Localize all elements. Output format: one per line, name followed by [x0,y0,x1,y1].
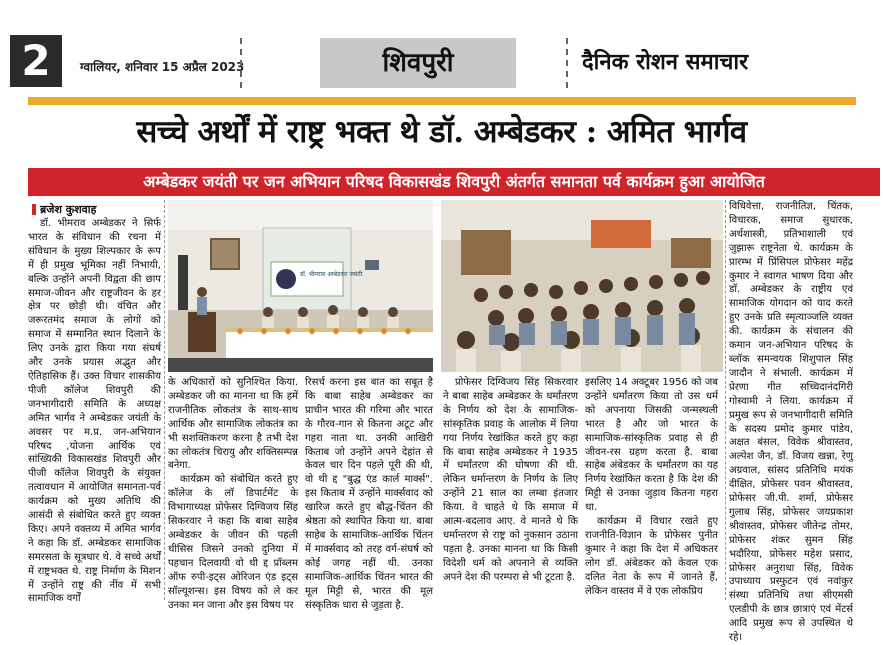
dateline: ग्वालियर, शनिवार 15 अप्रैल 2023 [80,60,245,74]
article-column-4 [443,376,578,601]
byline: ब्रजेश कुशवाह [40,203,97,216]
masthead-divider-left [240,38,242,88]
column-divider [164,200,165,600]
paragraph: विधिवेत्ता, राजनीतिज्ञ, चिंतक, विचारक, समाज सुधारक, अर्थशास्त्री, प्रतिभाशाली एवं जुझारू राष्ट्रनेता थे. कार्यक्रम के प्रारम्भ में प्रिंसिपल प्रोफेसर महेंद्र कुमार ने स्वागत भाषण दिया और डॉ. अम्बेडकर के राष्ट्रीय एवं सामाजिक योगदान को याद करते हुए उनके प्रति स्मृत्याञ्जलि व्यक्त की. कार्यक्रम के संचालन की कमान जन-अभियान परिषद के ब्लॉक समन्वयक शिशुपाल सिंह जादौन ने संभाली. कार्यक्रम में प्रेरणा गीत सच्चिदानंदगिरी गोस्वामी ने लिया. कार्यक्रम में प्रमुख रूप से जनभागीदारी समिति के सदस्य प्रमोद कुमार पांडेय, अक्षत बंसल, विवेक श्रीवास्तव, अल्पेश जैन, डॉ. विजय खन्ना, रेणु अग्रवाल, सांसद प्रतिनिधि मयंक दीक्षित, प्रोफेसर पवन श्रीवास्तव, प्रोफेसर जी.पी. शर्मा, प्रोफेसर गुलाब सिंह, प्रोफेसर जयप्रकाश श्रीवास्तव, प्रोफेसर जीतेन्द्र तोमर, प्रोफेसर शंकर सुमन सिंह भदौरिया, प्रोफेसर महेश प्रसाद, प्रोफेसर अनुराधा सिंह, विवेक उपाध्याय प्रस्फुटन एवं नवांकुर संस्था प्रतिनिधि तथा सीएमसी एलडीपी के छात्र छात्राएं एवं मेंटर्स आदि प्रमुख रूप से उपस्थित थे रहे। [729,201,853,644]
event-photo-stage [168,200,433,372]
article-column-6 [729,200,853,644]
paragraph: कार्यक्रम को संबोधित करते हुए कॉलेज के लॉ डिपार्टमेंट के विभागाध्यक्ष प्रोफेसर दिग्विजय सिंह सिकरवार ने कहा कि बाबा साहेब अम्बेडकर के जीवन की पहली थीसिस जिसने उनको दुनिया में पहचान दिलवायी वो थी द्द प्रॉब्लम ऑफ रुपी-इट्स ओरिजन एंड इट्स सॉल्यूशन्स। इस विषय को ले कर उनका मन जाना और इस विषय पर [168,474,298,611]
column-divider [725,200,726,600]
article-column-1 [28,217,161,605]
article-column-2 [168,376,298,611]
newspaper-name: दैनिक रोशन समाचार [582,50,749,75]
subheadline-bar: अम्बेडकर जयंती पर जन अभियान परिषद विकासखंड शिवपुरी अंतर्गत समानता पर्व कार्यक्रम हुआ आयोजित [28,168,880,196]
article-column-5 [585,376,718,601]
paragraph: रिसर्च करना इस बात का सबूत है कि बाबा साहेब अम्बेडकर का प्राचीन भारत की गरिमा और भारत के गौरव-गान से कितना अटूट और गहरा नाता था. उनकी आखिरी किताब जो उन्होंने अपने देहांत से केवल चार दिन पहले पूरी की थी, वो थी द्द "बुद्ध एंड कार्ल मार्क्स". इस किताब में उन्होंने मार्क्सवाद को खारिज करते हुए बौद्ध-चिंतन की श्रेष्ठता को स्थापित किया था. बाबा साहेब के सामाजिक-आर्थिक चिंतन में मार्क्सवाद को तरह वर्ग-संघर्ष को कोई जगह नहीं थी. उनका सामाजिक-आर्थिक चिंतन भारत की मूल मिट्टी से, भारत की मूल संस्कृतिक धारा से जुड़ता है. [305,377,433,611]
stage-photo-illustration [168,200,433,372]
article-column-3 [305,376,433,611]
stage-poster-title: डॉ. भीमराव अम्बेडकर जयंती [300,271,363,278]
headline: सच्चे अर्थों में राष्ट्र भक्त थे डॉ. अम्बेडकर : अमित भार्गव [136,114,747,150]
paragraph: के अधिकारों को सुनिश्चित किया. अम्बेडकर जी का मानना था कि हमें राजनीतिक लोकतंत्र के साथ-साथ आर्थिक और सामाजिक लोकतंत्र का भी सशक्तिकरण करना है तभी देश का लोकतंत्र चिरायु और शक्तिसम्पन्न बनेगा. [168,377,298,472]
masthead-divider-right [566,38,568,88]
masthead-rule [28,97,856,105]
page-number: 2 [10,35,62,87]
paragraph: डॉ. भीमराव अम्बेडकर ने सिर्फ भारत के संविधान की रचना में संविधान के मुख्य शिल्पकार के रूप में ही प्रमुख भूमिका नहीं निभायी, बल्कि उन्होंने अपनी विद्वता की छाप समाज-जीवन और राष्ट्रजीवन के हर क्षेत्र पर छोड़ी थी। वंचित और जरूरतमंद समाज के लोगों को समाज में सम्मानित स्थान दिलाने के लिए उनके द्वारा किया गया संघर्ष और उनके प्रयास अद्भुत और ऐतिहासिक हैं। उक्त विचार शासकीय पीजी कॉलेज शिवपुरी की जनभागीदारी समिति के अध्यक्ष अमित भार्गव ने अम्बेडकर जयंती के अवसर पर म.प्र. जन-अभियान परिषद ,योजना आर्थिक एवं सांख्यिकी विकासखंड शिवपुरी और पीजी कॉलेज शिवपुरी के संयुक्त तत्वावधान में आयोजित समानता-पर्व कार्यक्रम को मुख्य अतिथि की आसंदी से संबोधित करते हुए व्यक्त किए। अपने वक्तव्य में अमित भार्गव ने कहा कि डॉ. अम्बेडकर सामाजिक समरसता के सूत्रधार थे. वे सच्चे अर्थों में राष्ट्रभक्त थे. राष्ट्र निर्माण के मिशन में उन्होंने राष्ट्र की नींव में सभी सामाजिक वर्गों [28,218,161,605]
paragraph: प्रोफेसर दिग्विजय सिंह सिकरवार ने बाबा साहेब अम्बेडकर के धर्मांतरण के निर्णय को देश के सामाजिक-सांस्कृतिक प्रवाह के आलोक में लिया गया निर्णय रेखांकित करते हुए कहा कि बाबा साहेब अम्बेडकर ने 1935 में धर्मांतरण की घोषणा की थी. लेकिन धर्मान्तरण के निर्णय के लिए उन्होंने 21 साल का लम्बा इंतजार किया. वे चाहते थे कि समाज में आत्म-बदलाव आए. वे मानते थे कि धर्मान्तरण से राष्ट्र को नुकसान उठाना पड़ता है. उनका मानना था कि किसी विदेशी धर्म को अपनाने से व्यक्ति अपने देश की परम्परा से भी टूटता है. [443,377,578,583]
byline-marker [32,204,36,215]
paragraph: इसलिए 14 अक्टूबर 1956 को जब उन्होंने धर्मांतरण किया तो उस धर्म को अपनाया जिसकी जन्मस्थली भारत है और जो भारत के सामाजिक-सांस्कृतिक प्रवाह से ही जीवन-रस ग्रहण करता है. बाबा साहेब अंबेडकर के धर्मांतरण का यह निर्णय रेखांकित करता है कि देश की मिट्टी से उनका जुड़ाव कितना गहरा था. [585,377,718,514]
paragraph: कार्यक्रम में विचार रखते हुए राजनीति-विज्ञान के प्रोफेसर पुनीत कुमार ने कहा कि देश में अधिकतर लोग डॉ. अंबेडकर को केवल एक दलित नेता के रूप में जानते हैं, लेकिन वास्तव में वे एक लोकप्रिय [585,516,718,597]
city-section-label: शिवपुरी [320,38,516,88]
event-photo-audience [441,200,723,372]
audience-photo-illustration [441,200,723,372]
